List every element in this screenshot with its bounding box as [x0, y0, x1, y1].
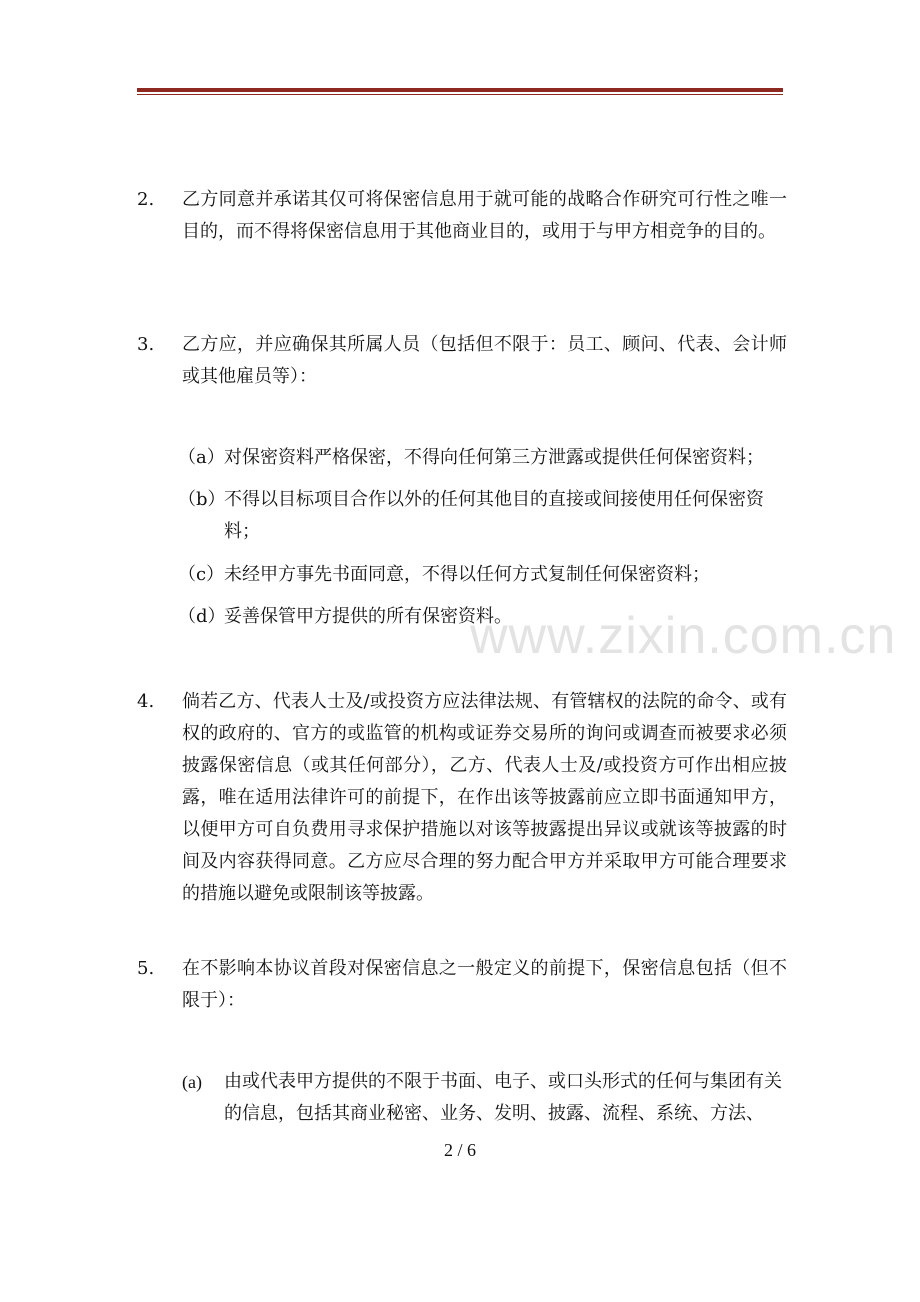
- paragraph-number: 3.: [137, 334, 155, 355]
- list-item-3b: [178, 484, 797, 548]
- list-item-3a: [178, 442, 797, 474]
- list-marker: （a）: [178, 447, 225, 468]
- list-item-3c: [178, 559, 797, 591]
- page-number: 2 / 6: [443, 1140, 476, 1160]
- list-marker: (a): [182, 1072, 202, 1092]
- list-item-3d: [178, 601, 797, 633]
- header-rule-thin: [137, 94, 783, 95]
- watermark: www.zixin.com.cn: [470, 607, 897, 665]
- paragraph-text: 乙方同意并承诺其仅可将保密信息用于就可能的战略合作研究可行性之唯一目的，而不得将保密信息用于其他商业目的，或用于与甲方相竞争的目的。: [182, 189, 787, 242]
- paragraph-text: 乙方应，并应确保其所属人员（包括但不限于：员工、顾问、代表、会计师或其他雇员等）：: [182, 334, 787, 387]
- paragraph-number: 2.: [137, 189, 155, 210]
- paragraph-3: [137, 329, 787, 393]
- paragraph-4: [137, 686, 787, 910]
- paragraph-2: [137, 184, 787, 248]
- paragraph-number: 5.: [137, 958, 155, 979]
- list-item-5a: [182, 1066, 787, 1130]
- list-item-text: 妥善保管甲方提供的所有保密资料。: [224, 606, 512, 627]
- paragraph-number: 4.: [137, 691, 155, 712]
- paragraph-text: 在不影响本协议首段对保密信息之一般定义的前提下，保密信息包括（但不限于）：: [182, 958, 787, 1011]
- list-marker: （c）: [178, 564, 225, 585]
- list-item-text: 由或代表甲方提供的不限于书面、电子、或口头形式的任何与集团有关的信息，包括其商业秘密、业务、发明、披露、流程、系统、方法、: [224, 1071, 782, 1124]
- paragraph-text: 倘若乙方、代表人士及/或投资方应法律法规、有管辖权的法院的命令、或有权的政府的、官方的或监管的机构或证券交易所的询问或调查而被要求必须披露保密信息（或其任何部分），乙方、代表人士及/或投资方可作出相应披露，唯在适用法律许可的前提下，在作出该等披露前应立即书面通知甲方，以便甲方可自负费用寻求保护措施以对该等披露提出异议或就该等披露的时间及内容获得同意。乙方应尽合理的努力配合甲方并采取甲方可能合理要求的措施以避免或限制该等披露。: [182, 691, 787, 904]
- list-item-text: 不得以目标项目合作以外的任何其他目的直接或间接使用任何保密资料；: [224, 489, 764, 542]
- list-item-text: 未经甲方事先书面同意，不得以任何方式复制任何保密资料；: [224, 564, 710, 585]
- list-marker: （d）: [178, 606, 226, 627]
- list-item-text: 对保密资料严格保密，不得向任何第三方泄露或提供任何保密资料；: [224, 447, 764, 468]
- paragraph-5: [137, 953, 787, 1017]
- list-marker: （b）: [178, 489, 226, 510]
- header-rule-thick: [137, 88, 783, 92]
